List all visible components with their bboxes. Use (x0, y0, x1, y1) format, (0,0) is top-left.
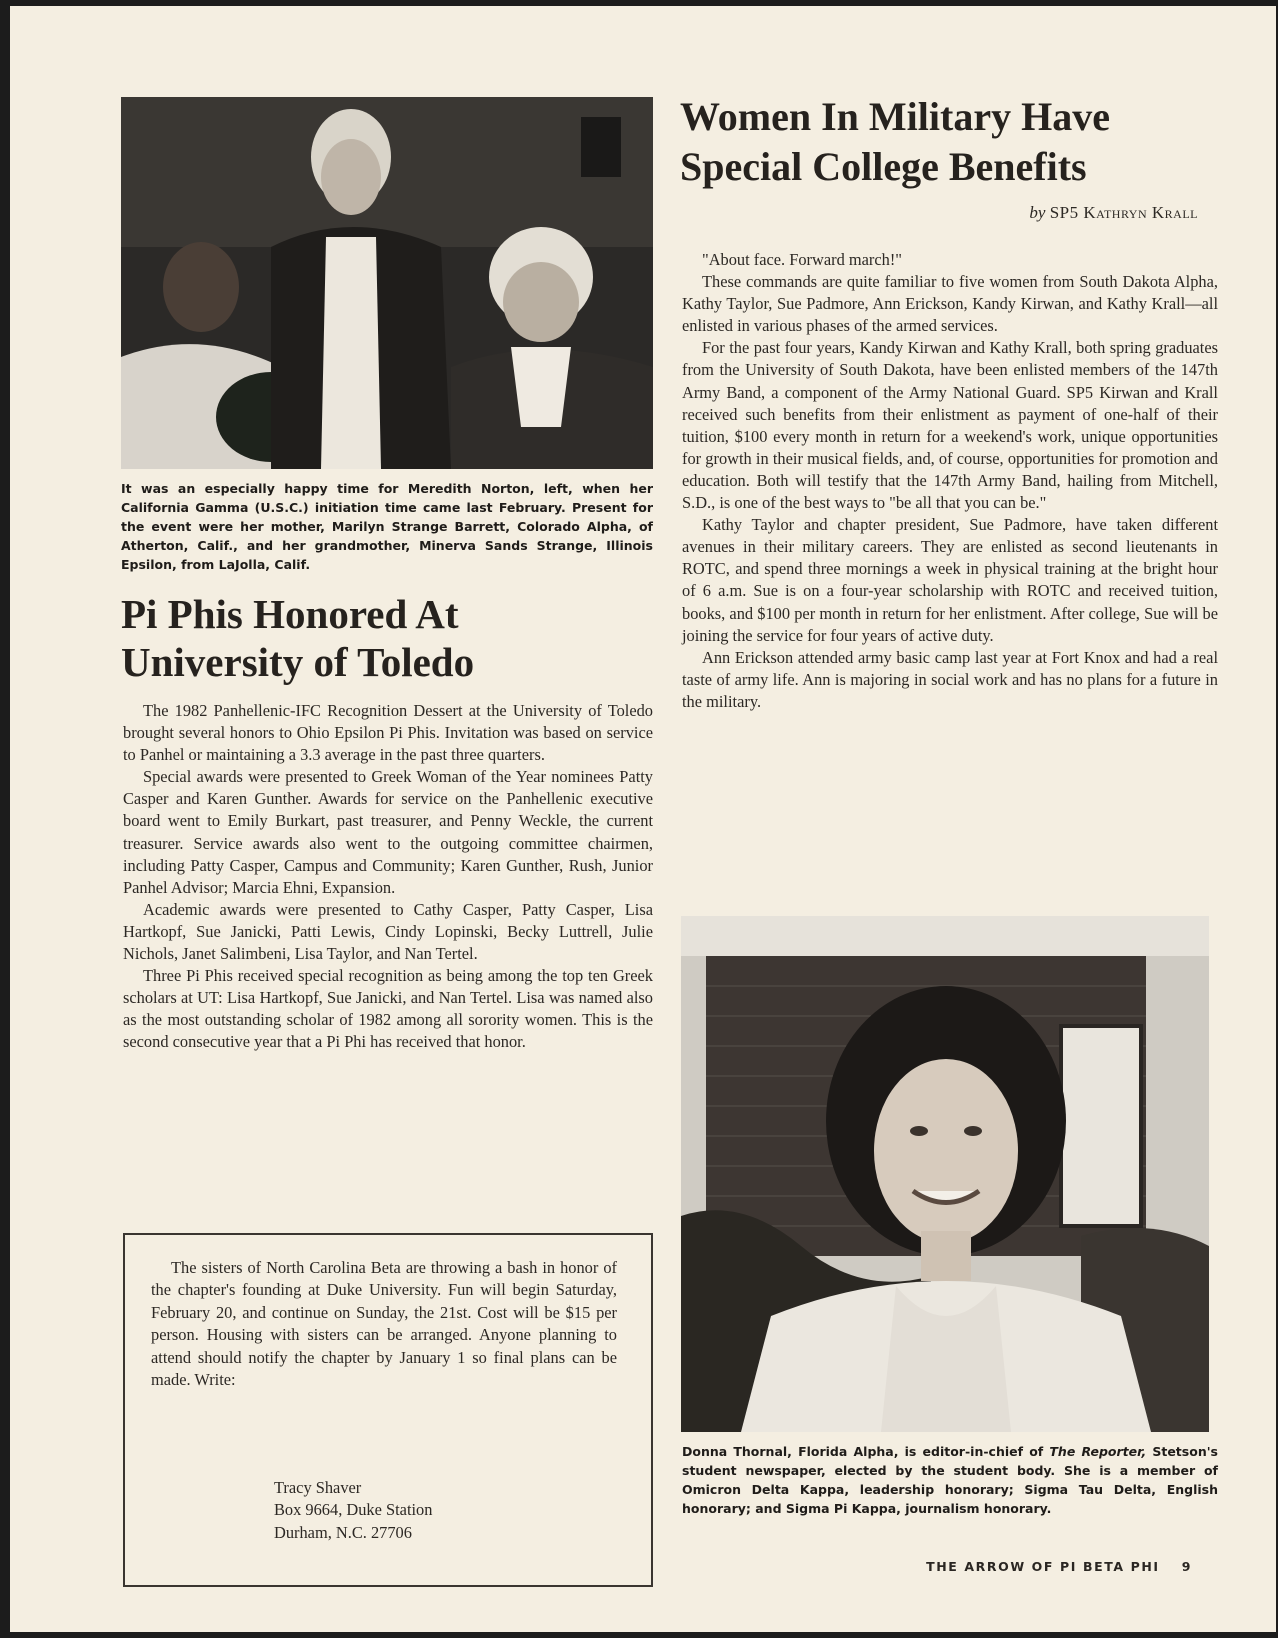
military-headline-line1: Women In Military Have (680, 94, 1110, 139)
publication-name: THE ARROW OF PI BETA PHI (926, 1559, 1160, 1574)
byline-author: SP5 Kathryn Krall (1049, 203, 1198, 222)
toledo-headline (121, 590, 474, 686)
donna-caption-after: Stetson's student newspaper, elected by the student body. She is a member of Omicron Delta Kappa, leadership honorary; Sigma Tau Delta, English honorary; and Sigma Pi Kappa, journalism honorary. (682, 1444, 1218, 1516)
duke-notice-address (274, 1477, 432, 1544)
military-paragraph: Kathy Taylor and chapter president, Sue Padmore, have taken different avenues in their military careers. They are enlisted as second lieutenants in ROTC, and spend three mornings a week in physical training at the bright hour of 6 a.m. Sue is on a four-year scholarship with ROTC and received tuition, books, and $100 per month in return for her enlistment. After college, Sue will be joining the service for four years of active duty. (682, 515, 1218, 645)
address-line2: Durham, N.C. 27706 (274, 1522, 412, 1542)
toledo-headline-line1: Pi Phis Honored At (121, 591, 459, 637)
toledo-article-body (123, 700, 653, 1054)
military-byline (1029, 203, 1198, 223)
duke-notice-paragraph: The sisters of North Carolina Beta are throwing a bash in honor of the chapter's founding at Duke University. Fun will begin Saturday, February 20, and continue on Sunday, the 21st. Cost will be $15 per person. Housing with sisters can be arranged. Anyone planning to attend should notify the chapter by January 1 so final plans can be made. Write: (151, 1258, 617, 1390)
photo-three-women (121, 97, 653, 469)
military-headline-line2: Special College Benefits (680, 144, 1087, 189)
photo-donna-caption (682, 1442, 1218, 1518)
magazine-page (10, 6, 1276, 1632)
toledo-paragraph: Three Pi Phis received special recognition as being among the top ten Greek scholars at UT: Lisa Hartkopf, Sue Janicki, and Nan Tertel. Lisa was named also as the most outstanding scholar of 1982 among all sorority women. This is the second consecutive year that a Pi Phi has received that honor. (123, 966, 653, 1052)
toledo-paragraph: Academic awards were presented to Cathy Casper, Patty Casper, Lisa Hartkopf, Sue Janicki, Patti Lewis, Cindy Lopinski, Becky Luttrell, Julie Nichols, Janet Salimbeni, Lisa Taylor, and Nan Tertel. (123, 899, 653, 964)
military-headline (680, 92, 1110, 192)
duke-notice-text (151, 1257, 617, 1391)
page-number: 9 (1181, 1559, 1192, 1574)
toledo-paragraph: The 1982 Panhellenic-IFC Recognition Dessert at the University of Toledo brought several honors to Ohio Epsilon Pi Phis. Invitation was based on service to Panhel or maintaining a 3.3 average in the past three quarters. (123, 701, 653, 765)
military-paragraph: Ann Erickson attended army basic camp last year at Fort Knox and had a real taste of army life. Ann is majoring in social work and has no plans for a future in the military. (682, 647, 1218, 711)
military-article-body (682, 249, 1218, 713)
military-paragraph: These commands are quite familiar to five women from South Dakota Alpha, Kathy Taylor, Sue Padmore, Ann Erickson, Kandy Kirwan, and Kathy Krall—all enlisted in various phases of the armed services. (682, 272, 1218, 336)
address-line1: Box 9664, Duke Station (274, 1500, 433, 1520)
military-paragraph: For the past four years, Kandy Kirwan and Kathy Krall, both spring graduates from the University of South Dakota, have been enlisted members of the 147th Army Band, a component of the Army National Guard. SP5 Kirwan and Krall received such benefits from their enlistment as payment of one-half of their tuition, $100 every month in return for a weekend's work, unique opportunities for growth in their musical fields, and, of course, opportunities for promotion and education. Both will testify that the 147th Army Band, hailing from Mitchell, S.D., is one of the best ways to "be all that you can be." (682, 338, 1218, 513)
byline-prefix: by (1029, 203, 1046, 222)
duke-notice-box (123, 1233, 653, 1587)
address-name: Tracy Shaver (274, 1478, 362, 1497)
donna-caption-italic: The Reporter, (1049, 1444, 1147, 1459)
military-paragraph: "About face. Forward march!" (702, 250, 902, 269)
photo-donna-thornal (681, 916, 1209, 1432)
toledo-paragraph: Special awards were presented to Greek Woman of the Year nominees Patty Casper and Karen Gunther. Awards for service on the Panhellenic executive board went to Emily Burkart, past treasurer, and Penny Weckle, the current treasurer. Service awards also went to the outgoing committee chairmen, including Patty Casper, Campus and Community; Karen Gunther, Rush, Junior Panhel Advisor; Marcia Ehni, Expansion. (123, 767, 653, 897)
donna-caption-before: Donna Thornal, Florida Alpha, is editor-in-chief of (682, 1444, 1050, 1459)
page-footer (926, 1559, 1192, 1574)
toledo-headline-line2: University of Toledo (121, 639, 475, 685)
photo-three-women-caption: It was an especially happy time for Meredith Norton, left, when her California Gamma (U.S.C.) initiation time came last February. Present for the event were her mother, Marilyn Strange Barrett, Colorado Alpha, of Atherton, Calif., and her grandmother, Minerva Sands Strange, Illinois Epsilon, from LaJolla, Calif. (121, 481, 653, 572)
